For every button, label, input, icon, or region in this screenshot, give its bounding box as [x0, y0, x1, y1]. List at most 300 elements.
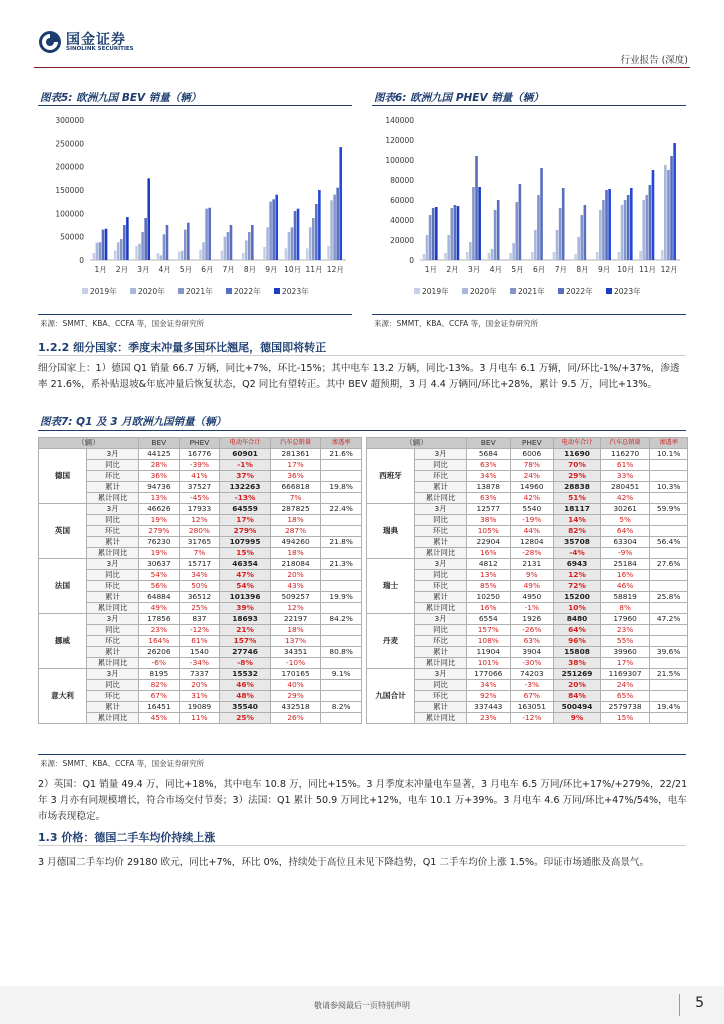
row-label: 同比 — [87, 680, 139, 691]
section-heading-underline — [38, 355, 686, 356]
table-cell: 17% — [270, 460, 321, 471]
table-cell: 76230 — [139, 537, 180, 548]
table-row — [367, 669, 688, 680]
bar-2021年-2月 — [120, 239, 123, 260]
bar-2022年-6月 — [540, 168, 543, 260]
table-row — [367, 614, 688, 625]
table-row — [367, 460, 688, 471]
table-row — [39, 669, 362, 680]
table-row — [39, 460, 362, 471]
table-cell: 8480 — [554, 614, 601, 625]
table-cell: 60901 — [220, 449, 271, 460]
x-tick-label: 2月 — [446, 265, 459, 274]
table-row — [39, 636, 362, 647]
table-cell: 37527 — [179, 482, 220, 493]
section-heading-countries: 1.2.2 细分国家：季度末冲量多国环比翘尾，德国即将转正 — [38, 341, 327, 354]
table-cell: 63% — [467, 493, 511, 504]
bar-2022年-7月 — [562, 188, 565, 260]
table-cell: 11% — [179, 713, 220, 724]
y-tick-label: 0 — [409, 256, 414, 265]
y-tick-label: 50000 — [60, 232, 84, 242]
legend-swatch — [82, 288, 88, 294]
sales-table-left — [38, 437, 362, 724]
row-label: 同比 — [87, 570, 139, 581]
x-tick-label: 11月 — [305, 265, 323, 274]
table-row — [367, 636, 688, 647]
table-cell: -39% — [179, 460, 220, 471]
bar-2023年-12月 — [673, 143, 676, 260]
table-cell: 11904 — [467, 647, 511, 658]
report-type: 行业报告 (深度) — [620, 55, 688, 66]
bar-2023年-2月 — [457, 206, 460, 260]
y-tick-label: 0 — [79, 256, 84, 265]
table-cell: 2579738 — [600, 702, 649, 713]
table-cell: 63304 — [600, 537, 649, 548]
table-cell: 80.8% — [321, 647, 362, 658]
row-label: 累计 — [87, 537, 139, 548]
bar-2021年-1月 — [429, 215, 432, 260]
table-cell: 26% — [270, 713, 321, 724]
table-cell: 218084 — [270, 559, 321, 570]
row-label: 3月 — [415, 669, 467, 680]
row-label: 同比 — [87, 625, 139, 636]
row-label: 环比 — [415, 471, 467, 482]
table-cell — [650, 691, 688, 702]
table-header: PHEV — [510, 438, 554, 449]
table-cell: 251269 — [554, 669, 601, 680]
row-label: 环比 — [415, 526, 467, 537]
bar-2022年-1月 — [102, 230, 105, 260]
row-label: 同比 — [415, 625, 467, 636]
y-tick-label: 100000 — [385, 156, 414, 165]
bar-2020年-12月 — [664, 165, 667, 260]
bar-2022年-12月 — [336, 188, 339, 260]
table-cell: 38% — [554, 658, 601, 669]
row-label: 累计同比 — [415, 493, 467, 504]
table-cell — [650, 680, 688, 691]
table-cell: 15717 — [179, 559, 220, 570]
table-cell: 35540 — [220, 702, 271, 713]
country-cell: 英国 — [39, 504, 87, 559]
table-cell: -12% — [510, 713, 554, 724]
table-cell: 21% — [220, 625, 271, 636]
table-header: BEV — [467, 438, 511, 449]
table-cell: 18% — [270, 515, 321, 526]
bar-2020年-1月 — [426, 235, 429, 260]
legend-label: 2021年 — [518, 287, 545, 296]
bar-2022年-4月 — [497, 200, 500, 260]
bar-2020年-11月 — [309, 227, 312, 260]
table-row — [39, 625, 362, 636]
country-cell: 意大利 — [39, 669, 87, 724]
table-cell: 35708 — [554, 537, 601, 548]
bar-2019年-1月 — [93, 253, 96, 260]
table-cell: 287825 — [270, 504, 321, 515]
footer-divider — [679, 994, 680, 1016]
table-cell: 157% — [220, 636, 271, 647]
bar-2022年-7月 — [230, 225, 233, 260]
y-tick-label: 100000 — [55, 209, 84, 219]
bar-2023年-11月 — [318, 190, 321, 260]
table-cell: 21.5% — [650, 669, 688, 680]
y-tick-label: 200000 — [55, 162, 84, 172]
bar-2021年-1月 — [99, 242, 102, 260]
table-cell: 92% — [467, 691, 511, 702]
legend-label: 2021年 — [186, 287, 213, 296]
legend-swatch — [414, 288, 420, 294]
table-cell: 19089 — [179, 702, 220, 713]
bar-2022年-8月 — [584, 205, 587, 260]
row-label: 3月 — [415, 504, 467, 515]
table-cell: 46% — [600, 581, 649, 592]
bar-2021年-9月 — [602, 200, 605, 260]
table-cell: 23% — [600, 625, 649, 636]
table-cell: 39.6% — [650, 647, 688, 658]
table-cell: -19% — [510, 515, 554, 526]
table-source: 来源：SMMT、KBA、CCFA 等，国金证券研究所 — [40, 759, 205, 768]
bar-2019年-2月 — [444, 253, 447, 260]
table-cell: 72% — [554, 581, 601, 592]
table-header: PHEV — [179, 438, 220, 449]
table-cell: 280% — [179, 526, 220, 537]
bar-2019年-8月 — [574, 254, 577, 260]
table-cell: 50% — [179, 581, 220, 592]
x-tick-label: 6月 — [533, 265, 546, 274]
table-cell: -30% — [510, 658, 554, 669]
row-label: 3月 — [415, 614, 467, 625]
row-label: 累计 — [87, 702, 139, 713]
bar-2023年-11月 — [652, 170, 655, 260]
bar-2019年-11月 — [306, 248, 309, 260]
bar-2020年-7月 — [556, 230, 559, 260]
table-cell: 49% — [510, 581, 554, 592]
bar-2022年-11月 — [315, 204, 318, 260]
bar-2021年-7月 — [559, 208, 562, 260]
table-cell: 22.4% — [321, 504, 362, 515]
table-cell — [321, 515, 362, 526]
table-cell: 40% — [270, 680, 321, 691]
table-cell: 6554 — [467, 614, 511, 625]
x-tick-label: 1月 — [94, 265, 107, 274]
table-cell: 7337 — [179, 669, 220, 680]
table-cell: -1% — [220, 460, 271, 471]
legend-label: 2023年 — [614, 287, 641, 296]
bar-2019年-12月 — [661, 250, 664, 260]
table-header: BEV — [139, 438, 180, 449]
table-cell: 9% — [554, 713, 601, 724]
table-cell: 31% — [179, 691, 220, 702]
table-row — [39, 537, 362, 548]
row-label: 累计 — [87, 592, 139, 603]
table-cell: 54% — [220, 581, 271, 592]
bar-2021年-7月 — [227, 232, 230, 260]
table-cell: 39% — [220, 603, 271, 614]
table-row — [39, 548, 362, 559]
row-label: 累计同比 — [415, 603, 467, 614]
bar-2023年-12月 — [339, 147, 342, 260]
table-cell: 10.3% — [650, 482, 688, 493]
bar-2021年-9月 — [269, 202, 272, 260]
table-cell: 41% — [179, 471, 220, 482]
table-row — [367, 581, 688, 592]
y-tick-label: 40000 — [390, 216, 414, 225]
table-cell: 49% — [139, 603, 180, 614]
bar-2019年-6月 — [531, 252, 534, 260]
table-cell: 31765 — [179, 537, 220, 548]
table-cell: 84% — [554, 691, 601, 702]
table-row — [39, 559, 362, 570]
table-cell: 6006 — [510, 449, 554, 460]
table-cell: 164% — [139, 636, 180, 647]
table-cell: 27746 — [220, 647, 271, 658]
row-label: 环比 — [87, 471, 139, 482]
table-cell: -3% — [510, 680, 554, 691]
x-tick-label: 3月 — [137, 265, 150, 274]
bar-2022年-5月 — [187, 223, 190, 260]
bar-2020年-10月 — [288, 232, 291, 260]
table-cell: 47.2% — [650, 614, 688, 625]
table-cell: 36512 — [179, 592, 220, 603]
bar-2023年-10月 — [297, 209, 300, 260]
chart2-bottom-line — [372, 314, 686, 315]
bar-2022年-11月 — [649, 185, 652, 260]
table-cell: 15% — [600, 713, 649, 724]
chart2-source: 来源：SMMT、KBA、CCFA 等，国金证券研究所 — [374, 319, 539, 328]
row-label: 累计同比 — [415, 548, 467, 559]
table-cell: 15% — [220, 548, 271, 559]
bar-2021年-3月 — [472, 187, 475, 260]
y-tick-label: 250000 — [55, 139, 84, 149]
bar-2020年-2月 — [447, 235, 450, 260]
table-cell: 23% — [467, 713, 511, 724]
row-label: 3月 — [87, 504, 139, 515]
bar-2019年-3月 — [135, 246, 138, 260]
table-cell: 494260 — [270, 537, 321, 548]
table-row — [39, 471, 362, 482]
bar-2021年-12月 — [333, 195, 336, 260]
table-cell: 13% — [139, 493, 180, 504]
table-cell: 25% — [179, 603, 220, 614]
table-cell: 64% — [554, 625, 601, 636]
table-cell — [321, 658, 362, 669]
phev-sales-chart — [372, 110, 688, 310]
table-cell: -26% — [510, 625, 554, 636]
table-cell: 20% — [270, 570, 321, 581]
header-divider — [34, 67, 690, 68]
bar-2019年-7月 — [553, 252, 556, 260]
table-cell: 17856 — [139, 614, 180, 625]
table-cell — [650, 548, 688, 559]
table-row — [367, 482, 688, 493]
table-header: 汽车总销量 — [600, 438, 649, 449]
table-cell: 67% — [510, 691, 554, 702]
table-cell: 10.1% — [650, 449, 688, 460]
legend-label: 2020年 — [138, 287, 165, 296]
x-tick-label: 9月 — [598, 265, 611, 274]
table-cell: 3904 — [510, 647, 554, 658]
table-row — [367, 625, 688, 636]
row-label: 同比 — [415, 460, 467, 471]
x-tick-label: 10月 — [284, 265, 302, 274]
bar-2019年-11月 — [639, 251, 642, 260]
bar-2023年-1月 — [105, 229, 108, 260]
table-cell: 64884 — [139, 592, 180, 603]
table-cell: 432518 — [270, 702, 321, 713]
bar-2021年-2月 — [450, 208, 453, 260]
table-cell: 65% — [600, 691, 649, 702]
table-cell: 281361 — [270, 449, 321, 460]
table-cell: 15532 — [220, 669, 271, 680]
table-row — [39, 526, 362, 537]
bar-2021年-6月 — [205, 209, 208, 260]
x-tick-label: 3月 — [468, 265, 481, 274]
bar-2022年-5月 — [519, 184, 522, 260]
table-cell: 48% — [220, 691, 271, 702]
bar-2019年-5月 — [509, 253, 512, 260]
table-cell: 8% — [600, 603, 649, 614]
y-tick-label: 20000 — [390, 236, 414, 245]
table-cell: 54% — [139, 570, 180, 581]
bar-2019年-9月 — [263, 247, 266, 260]
bar-2020年-1月 — [96, 243, 99, 260]
bar-2019年-7月 — [221, 251, 224, 260]
chart2-underline — [372, 105, 686, 106]
bar-2020年-12月 — [330, 200, 333, 260]
bar-2021年-4月 — [163, 234, 166, 260]
table-row — [39, 713, 362, 724]
row-label: 环比 — [87, 581, 139, 592]
row-label: 同比 — [415, 680, 467, 691]
table-cell: 11690 — [554, 449, 601, 460]
table-cell: 46% — [220, 680, 271, 691]
table-cell: 2131 — [510, 559, 554, 570]
table-cell: 42% — [600, 493, 649, 504]
table-row — [367, 559, 688, 570]
legend-label: 2019年 — [422, 287, 449, 296]
row-label: 3月 — [87, 559, 139, 570]
chart1-title: 图表5: 欧洲九国 BEV 销量（辆） — [40, 92, 202, 104]
legend-swatch — [510, 288, 516, 294]
bar-2019年-1月 — [423, 254, 426, 260]
table-row — [367, 680, 688, 691]
table-cell: 46626 — [139, 504, 180, 515]
country-cell: 挪威 — [39, 614, 87, 669]
table-cell: 20% — [554, 680, 601, 691]
y-tick-label: 120000 — [385, 136, 414, 145]
chart1-source: 来源：SMMT、KBA、CCFA 等，国金证券研究所 — [40, 319, 205, 328]
bar-2020年-10月 — [621, 205, 624, 260]
table-cell: 16% — [600, 570, 649, 581]
country-cell: 德国 — [39, 449, 87, 504]
bar-2020年-9月 — [599, 210, 602, 260]
table-row — [39, 647, 362, 658]
bev-sales-chart — [38, 110, 354, 310]
bar-2021年-12月 — [667, 170, 670, 260]
bar-2023年-9月 — [608, 189, 611, 260]
bar-2022年-9月 — [605, 190, 608, 260]
table-cell: 19% — [139, 515, 180, 526]
legend-label: 2023年 — [282, 287, 309, 296]
row-label: 3月 — [87, 449, 139, 460]
bar-2023年-3月 — [478, 187, 481, 260]
chart1-underline — [38, 105, 352, 106]
bar-2022年-6月 — [208, 208, 211, 260]
table-cell — [650, 471, 688, 482]
table-cell: 1926 — [510, 614, 554, 625]
table-cell: 12% — [270, 603, 321, 614]
bar-2021年-5月 — [184, 230, 187, 260]
table-cell — [650, 581, 688, 592]
table-cell: 19.9% — [321, 592, 362, 603]
table-cell — [321, 471, 362, 482]
table-cell: 21.6% — [321, 449, 362, 460]
table-cell: 94736 — [139, 482, 180, 493]
table-cell — [321, 713, 362, 724]
table-cell: 107995 — [220, 537, 271, 548]
table-cell — [650, 625, 688, 636]
table-row — [39, 691, 362, 702]
logo-icon — [38, 30, 62, 54]
x-tick-label: 6月 — [201, 265, 214, 274]
table-row — [367, 515, 688, 526]
row-label: 环比 — [415, 691, 467, 702]
table-cell: 108% — [467, 636, 511, 647]
table-cell: 67% — [139, 691, 180, 702]
paragraph-uk-france: 2）英国：Q1 销量 49.4 万，同比+18%，其中电车 10.8 万，同比+15%。3 月季度末冲量电车显著，3 月电车 6.5 万同/环比+17%/+279%，22/21 年 3 月亦有同规模增长，符合市场交付节奏；3）法国：Q1 累计 50.9 万同比+12%，电车 10.1 万+39%。3 月电车 4.6 万同/环比+47%/54%，电车市场表现稳定。 — [38, 779, 688, 822]
row-label: 3月 — [87, 669, 139, 680]
table-header: 渗透率 — [650, 438, 688, 449]
table-cell: 10% — [554, 603, 601, 614]
section-heading-price: 1.3 价格：德国二手车均价持续上涨 — [38, 831, 216, 844]
bar-2021年-10月 — [291, 227, 294, 260]
table-cell: 16% — [467, 603, 511, 614]
table-row — [39, 581, 362, 592]
table-cell — [321, 625, 362, 636]
table-cell: 132263 — [220, 482, 271, 493]
row-label: 累计 — [415, 482, 467, 493]
table-cell — [321, 680, 362, 691]
table-bottom-line — [38, 754, 686, 755]
bar-2019年-4月 — [157, 253, 160, 260]
table-row — [367, 658, 688, 669]
legend-label: 2019年 — [90, 287, 117, 296]
table-cell: 12% — [554, 570, 601, 581]
table-cell — [321, 460, 362, 471]
table-cell: 70% — [554, 460, 601, 471]
bar-2021年-3月 — [141, 232, 144, 260]
table-cell — [650, 658, 688, 669]
bar-2019年-4月 — [488, 253, 491, 260]
table-cell: 12% — [179, 515, 220, 526]
table-cell: 14% — [554, 515, 601, 526]
table-cell: 280451 — [600, 482, 649, 493]
x-tick-label: 4月 — [489, 265, 502, 274]
table-cell: -1% — [510, 603, 554, 614]
table-cell: 15200 — [554, 592, 601, 603]
table-cell: 25184 — [600, 559, 649, 570]
table-cell — [321, 493, 362, 504]
table-row — [367, 493, 688, 504]
country-cell: 瑞典 — [367, 504, 415, 559]
bar-2022年-8月 — [251, 225, 254, 260]
table-cell: 30637 — [139, 559, 180, 570]
row-label: 累计 — [415, 647, 467, 658]
bar-2021年-10月 — [624, 200, 627, 260]
bar-2020年-5月 — [181, 251, 184, 260]
table-cell: 34% — [179, 570, 220, 581]
table-cell: 36% — [270, 471, 321, 482]
table-cell: 55% — [600, 636, 649, 647]
